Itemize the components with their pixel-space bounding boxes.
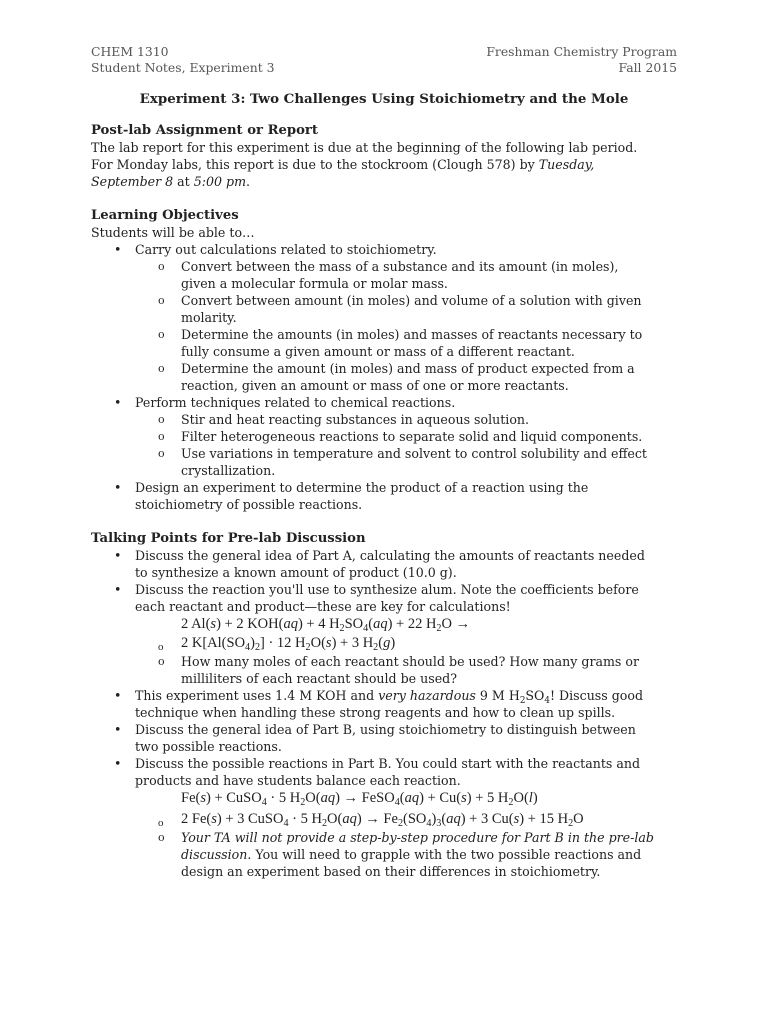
list-item: o Stir and heat reacting substances in aqueous solution.: [158, 412, 530, 427]
page-header: [91, 44, 677, 76]
postlab-heading: Post-lab Assignment or Report: [91, 123, 318, 138]
talking-heading: Talking Points for Pre-lab Discussion: [91, 531, 366, 546]
sub-marker: o: [158, 328, 165, 341]
talking-list: [91, 547, 677, 880]
equation-fe-2: o 2 Fe(s) + 3 CuSO$_4$ · 5 $H_2O(aq) \to Fe_2(SO_4)_3(aq) + 3$ Cu(s) + 15 $H_2O$: [91, 810, 677, 829]
sub-marker: o: [158, 413, 165, 426]
postlab-line: .: [246, 174, 251, 189]
postlab-line: at: [173, 174, 194, 189]
postlab-text: [91, 139, 677, 190]
postlab-line: For Monday labs, this report is due to the stockroom (Clough 578) by: [91, 157, 539, 172]
list-item: • Discuss the general idea of Part B, using stoichiometry to distinguish between two possible reactions.: [91, 721, 677, 755]
list-item: • Discuss the general idea of Part A, calculating the amounts of reactants needed to synthesize a known amount of product (10.0 g).: [91, 547, 677, 581]
list-item: • This experiment uses 1.4 M KOH and very hazardous 9 M $H_2SO_4$! Discuss good technique when handling these strong reagents and how to clean up spills.: [91, 687, 677, 721]
list-item: o Determine the amount (in moles) and mass of product expected from a reaction, given an amount or mass of one or more reactants.: [158, 361, 635, 393]
objectives-intro: Students will be able to…: [91, 225, 255, 240]
list-item: o How many moles of each reactant should be used? How many grams or milliliters of each reactant should be used?: [158, 654, 639, 686]
page-title: Experiment 3: Two Challenges Using Stoichiometry and the Mole: [139, 91, 629, 107]
due-day: Tuesday,: [538, 157, 595, 172]
equation-alum-line2: o 2 $K[Al(SO_4)_2] \cdot 12$ $H_2O(s) + 3$ $H_2(g)$: [91, 634, 677, 653]
list-item: • Discuss the reaction you'll use to synthesize alum. Note the coefficients before each reactant and product—these are key for calculations!: [91, 581, 677, 615]
equation-alum-line1: 2 Al(s) + 2 KOH(aq) + 4 $H_2SO_4(aq) + 22$ $H_2O$ →: [181, 616, 471, 634]
list-item: • Carry out calculations related to stoichiometry.: [91, 241, 677, 258]
list-item: o Filter heterogeneous reactions to separate solid and liquid components.: [158, 429, 643, 444]
sub-marker: o: [158, 430, 165, 443]
sub-marker: o: [158, 362, 165, 375]
objectives-list: [91, 241, 677, 513]
sub-marker: o: [158, 817, 164, 829]
due-time: 5:00 pm: [193, 174, 247, 189]
objectives-heading: Learning Objectives: [91, 208, 239, 223]
list-item: o Convert between amount (in moles) and volume of a solution with given molarity.: [158, 293, 642, 325]
equation-fe-1: Fe(s) + CuSO$_4$ · 5 $H_2O(aq)$ → FeSO$_4$(aq) + Cu(s) + 5 $H_2O(l)$: [181, 790, 538, 808]
list-item: o Convert between the mass of a substance and its amount (in moles), given a molecular formula or molar mass.: [158, 259, 619, 291]
sub-marker: o: [158, 294, 165, 307]
sub-marker: o: [158, 641, 164, 653]
list-item: o Your TA will not provide a step-by-step procedure for Part B in the pre-lab discussion. You will need to grapple with the two possible reactions and design an experiment based on their differences in stoichiometry.: [158, 830, 654, 879]
list-item: • Discuss the possible reactions in Part B. You could start with the reactants and products and have students balance each reaction.: [91, 755, 677, 789]
course-code: CHEM 1310: [91, 44, 169, 59]
sub-marker: o: [158, 260, 165, 273]
program-name: Freshman Chemistry Program: [486, 44, 677, 59]
due-date: September 8: [91, 174, 174, 189]
list-item: • Perform techniques related to chemical reactions.: [91, 394, 677, 411]
sub-marker: o: [158, 831, 165, 844]
term-label: Fall 2015: [618, 60, 677, 75]
sub-marker: o: [158, 655, 165, 668]
list-item: o Determine the amounts (in moles) and masses of reactants necessary to fully consume a given amount or mass of a different reactant.: [158, 327, 643, 359]
list-item: o Use variations in temperature and solvent to control solubility and effect crystallization.: [158, 446, 647, 478]
notes-label: Student Notes, Experiment 3: [91, 60, 275, 75]
list-item: • Design an experiment to determine the product of a reaction using the stoichiometry of possible reactions.: [91, 479, 677, 513]
hazard-emphasis: very hazardous: [378, 688, 476, 703]
document-page: [91, 44, 677, 880]
postlab-line: The lab report for this experiment is due at the beginning of the following lab period.: [91, 140, 638, 155]
sub-marker: o: [158, 447, 165, 460]
